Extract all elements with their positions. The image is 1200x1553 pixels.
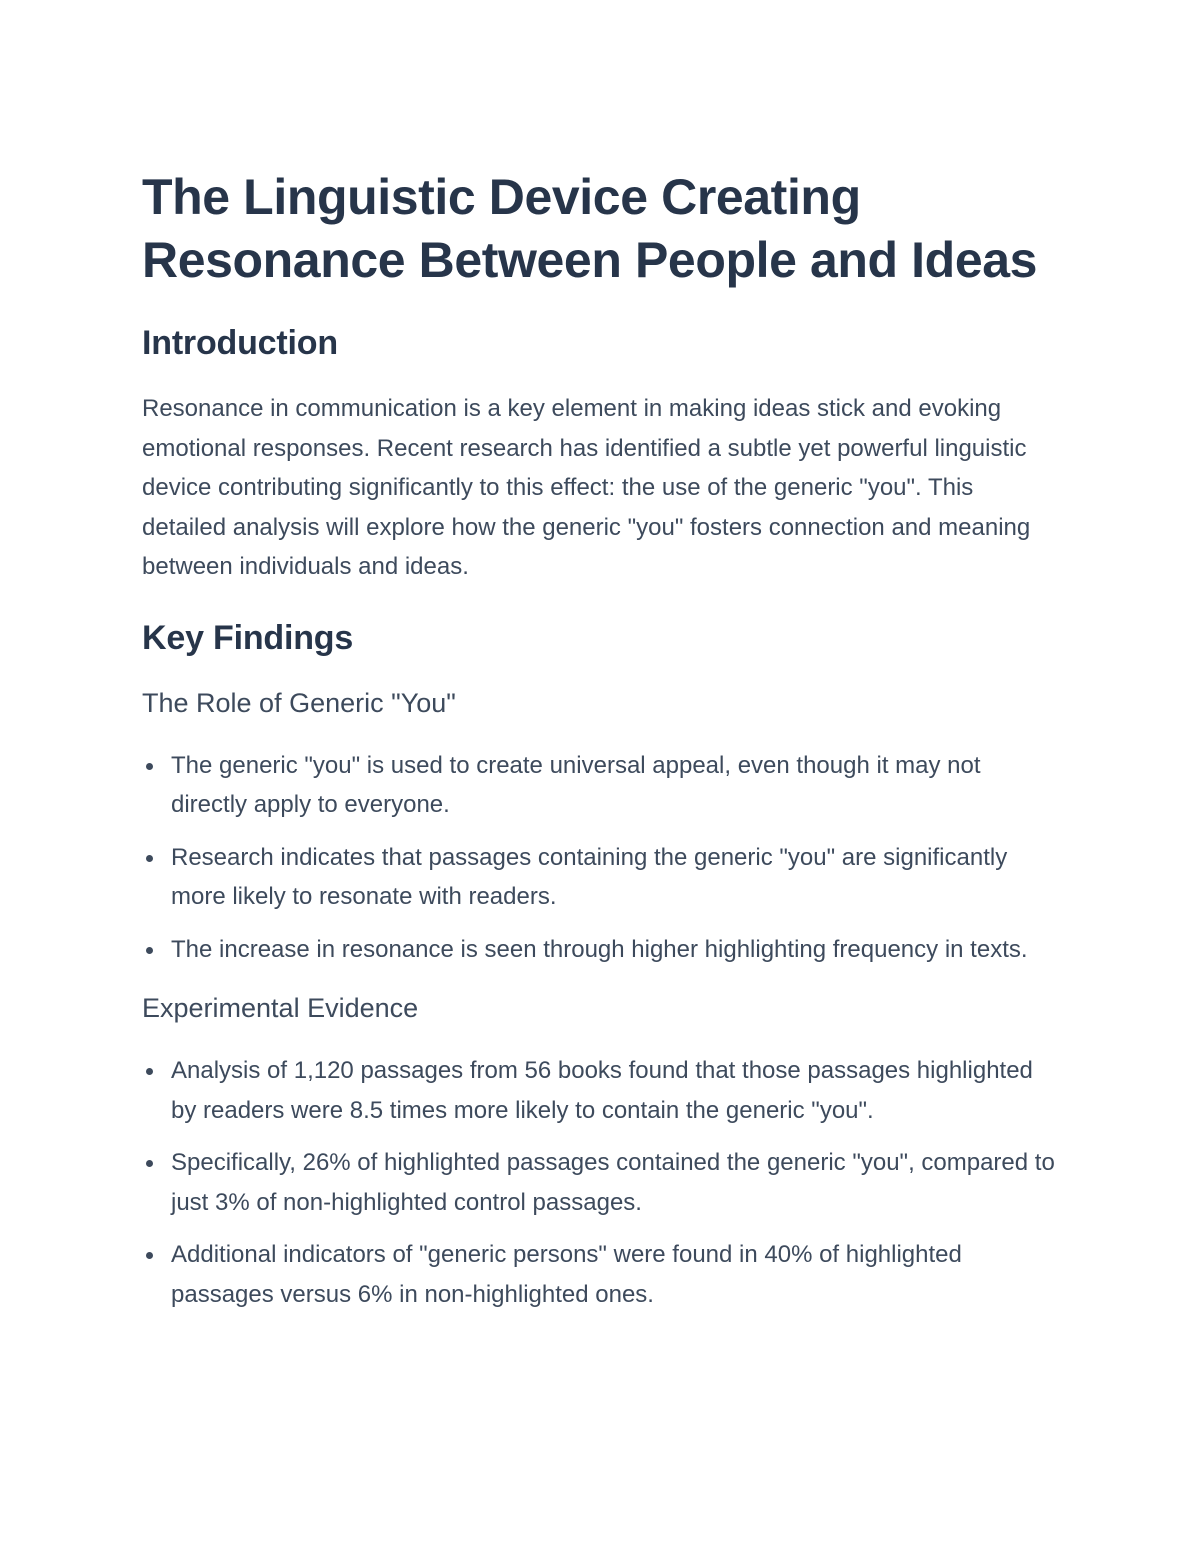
list-item: Research indicates that passages containing the generic "you" are significantly more likely to resonate with readers. [142, 838, 1062, 917]
document-title: The Linguistic Device Creating Resonance Between People and Ideas [142, 169, 1038, 288]
role-bullet-list [142, 746, 1062, 970]
evidence-bullet-list [142, 1051, 1062, 1314]
list-item: Analysis of 1,120 passages from 56 books found that those passages highlighted by readers were 8.5 times more likely to contain the generic "you". [142, 1051, 1062, 1130]
list-item: The increase in resonance is seen through higher highlighting frequency in texts. [142, 930, 1062, 970]
list-item: Specifically, 26% of highlighted passages contained the generic "you", compared to just 3% of non-highlighted control passages. [142, 1143, 1062, 1222]
role-subheading: The Role of Generic "You" [142, 687, 456, 718]
evidence-subheading: Experimental Evidence [142, 993, 419, 1023]
introduction-heading: Introduction [142, 324, 338, 362]
key-findings-heading: Key Findings [142, 618, 354, 657]
introduction-paragraph: Resonance in communication is a key element in making ideas stick and evoking emotional responses. Recent research has identified a subtle yet powerful linguistic device contributing significantly to this effect: the use of the generic "you". This detailed analysis will explore how the generic "you" fosters connection and meaning between individuals and ideas. [142, 395, 1031, 580]
list-item: The generic "you" is used to create universal appeal, even though it may not directly apply to everyone. [142, 746, 1062, 825]
list-item: Additional indicators of "generic persons" were found in 40% of highlighted passages versus 6% in non-highlighted ones. [142, 1235, 1062, 1314]
document-page [142, 166, 1062, 1327]
